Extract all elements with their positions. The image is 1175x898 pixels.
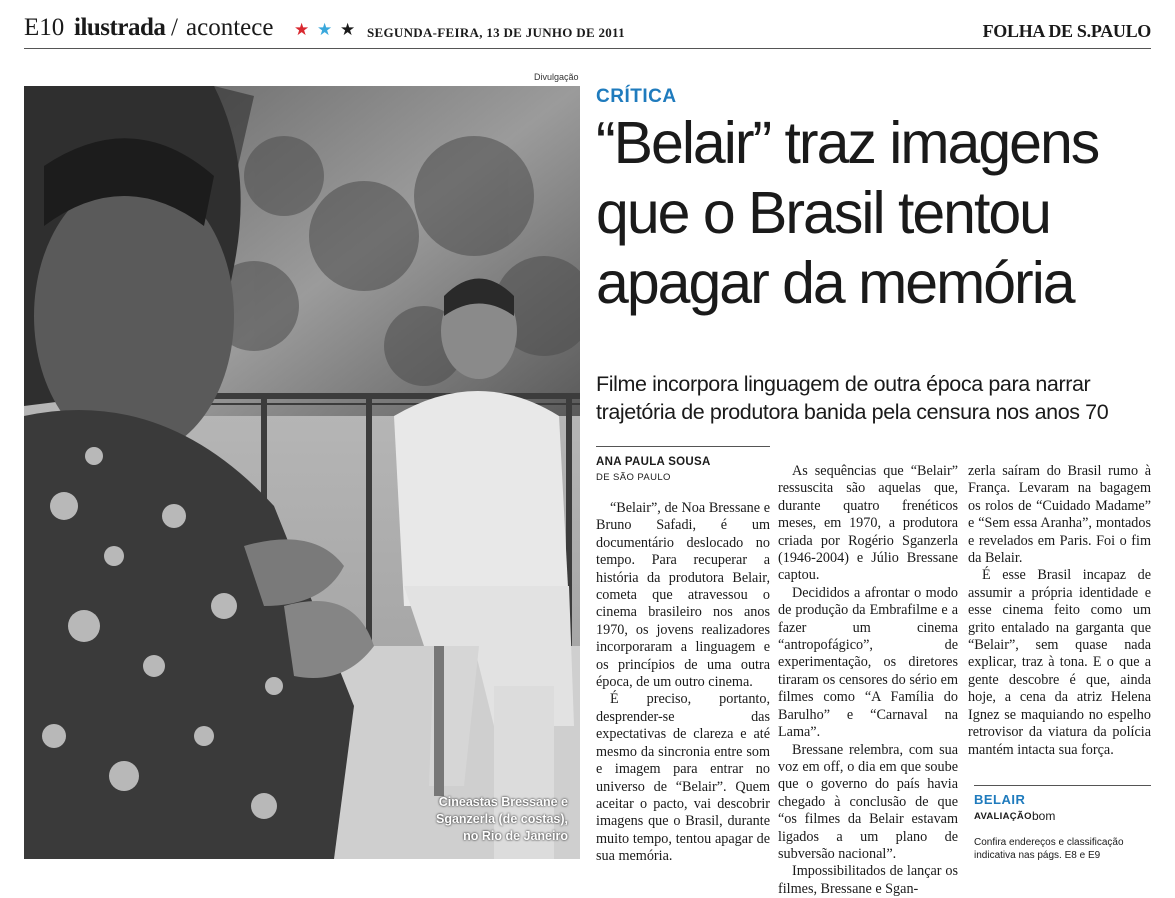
rating-value: bom: [1032, 809, 1056, 823]
headline: [596, 108, 1156, 318]
photo-credit: Divulgação: [534, 72, 579, 82]
rating-label: AVALIAÇÃO: [974, 811, 1032, 822]
subsection-name: acontece: [186, 14, 274, 41]
article-column-1: [596, 500, 770, 866]
subheadline: Filme incorpora linguagem de outra época para narrar trajetória de produtora banida pela censura nos anos 70: [596, 372, 1109, 424]
paragraph: “Belair”, de Noa Bressane e Bruno Safadi, é um documentário deslocado no tempo. Para recuperar a história da produtora Belair, cometa que atravessou o cinema brasileiro nos anos 1970, os jovens realizadores incorporaram a linguagem e os princípios de uma outra época, de um outro cinema.: [596, 500, 770, 691]
paragraph: Bressane relembra, com sua voz em off, o dia em que soube que o governo do país havia chegado à conclusão de que “os filmes da Belair estavam ligados a um plano de subversão nacional”.: [778, 741, 958, 862]
headline-line: “Belair” traz imagens: [596, 110, 1099, 176]
newspaper-name: FOLHA DE S.PAULO: [982, 21, 1151, 41]
kicker: CRÍTICA: [596, 86, 677, 107]
section-separator: /: [171, 14, 178, 41]
blue-star-icon: ★: [317, 20, 333, 39]
header-rule: [24, 48, 1151, 49]
paragraph: zerla saíram do Brasil rumo à França. Levaram na bagagem os rolos de “Cuidado Madame” e “Sem essa Aranha”, montados e revelados em Paris. Foi o fim da Belair.: [968, 463, 1151, 567]
author-origin: DE SÃO PAULO: [596, 472, 671, 483]
headline-line: que o Brasil tentou: [596, 180, 1050, 246]
issue-date: SEGUNDA-FEIRA, 13 DE JUNHO DE 2011: [367, 25, 625, 40]
paragraph: Decididos a afrontar o modo de produção da Embrafilme e a fazer um cinema “antropofágico”, de experimentação, os diretores tiraram os censores do sério em filmes como “A Família do Barulho” e “Carnaval na Lama”.: [778, 584, 958, 741]
rating-box-title: BELAIR: [974, 792, 1026, 807]
black-star-icon: ★: [340, 20, 356, 39]
headline-line: apagar da memória: [596, 250, 1074, 316]
paragraph: As sequências que “Belair” ressuscita são aquelas que, durante quatro frenéticos meses, em 1970, a produtora criada por Rogério Sganzerla (1946-2004) e Júlio Bressane captou.: [778, 463, 958, 584]
article-photo: [24, 86, 580, 859]
photo-caption: Cineastas Bressane e Sganzerla (de costas), no Rio de Janeiro: [436, 795, 568, 843]
red-star-icon: ★: [294, 20, 310, 39]
byline-rule: [596, 446, 770, 447]
article-column-2: [778, 463, 958, 898]
paragraph: Impossibilitados de lançar os filmes, Bressane e Sgan-: [778, 863, 958, 897]
page-number: E10: [24, 14, 65, 41]
paragraph: É preciso, portanto, desprender-se das expectativas de clareza e até mesmo da sincronia entre som e imagem para entrar no universo de “Belair”. Quem aceitar o pacto, vai descobrir imagens que o Brasil, durante muito tempo, tentou apagar de sua memória.: [596, 691, 770, 865]
listings-note: Confira endereços e classificação indicativa nas págs. E8 e E9: [974, 837, 1124, 861]
photo-illustration: [24, 86, 580, 859]
article-column-3: [968, 463, 1151, 759]
author-name: ANA PAULA SOUSA: [596, 456, 711, 468]
rating-box-rule: [974, 785, 1151, 786]
section-name: ilustrada: [74, 14, 166, 41]
paragraph: É esse Brasil incapaz de assumir a própria identidade e esse cinema feito como um grito entalado na garganta que “Belair”, sem quase nada explicar, traz à tona. E o que a gente descobre é que, ainda hoje, a cena da atriz Helena Ignez se maquiando no espelho retrovisor da viatura da polícia mantém intacta sua força.: [968, 567, 1151, 758]
